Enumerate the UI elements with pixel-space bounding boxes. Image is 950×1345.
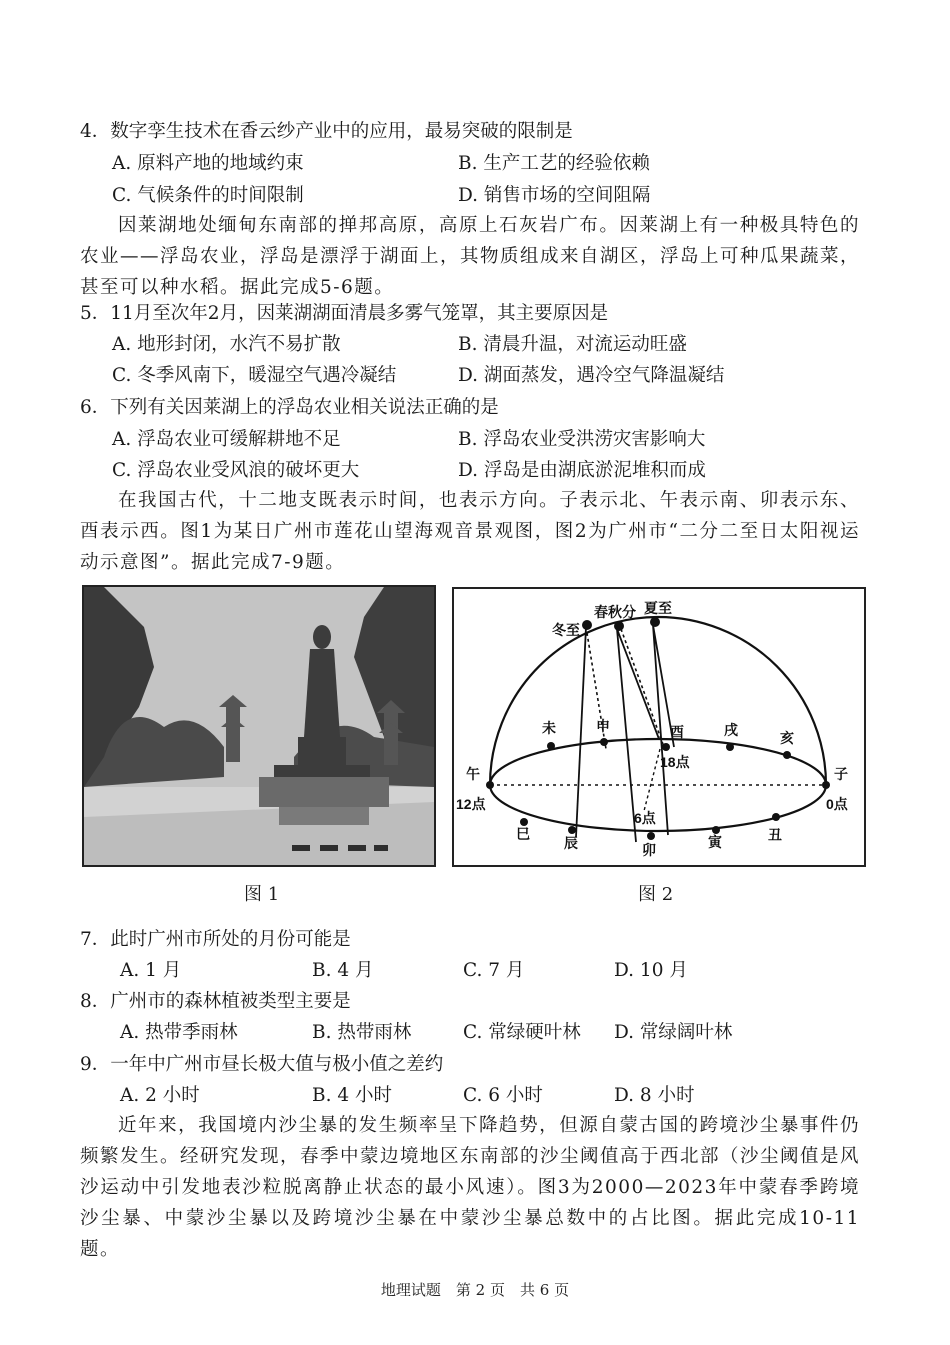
passage-dust-storms: 近年来，我国境内沙尘暴的发生频率呈下降趋势，但源自蒙古国的跨境沙尘暴事件仍频繁发生。经研究发现，春季中蒙边境地区东南部的沙尘阈值高于西北部（沙尘阈值是风沙运动中引发地表沙粒脱离静止状态的最小风速）。图3为2000—2023年中蒙春季跨境沙尘暴、中蒙沙尘暴以及跨境沙尘暴在中蒙沙尘暴总数中的占比图。据此完成10-11题。 xyxy=(80,1115,861,1260)
label-mao: 卯 xyxy=(642,842,656,858)
q6-option-c: C. 浮岛农业受风浪的破坏更大 xyxy=(112,460,360,481)
q6-option-b: B. 浮岛农业受洪涝灾害影响大 xyxy=(458,429,706,450)
q9-option-a: A. 2 小时 xyxy=(120,1085,200,1106)
label-summer-solstice: 夏至 xyxy=(644,600,672,616)
q4-option-d: D. 销售市场的空间阻隔 xyxy=(458,185,651,206)
q7-stem: 7．此时广州市所处的月份可能是 xyxy=(80,929,351,950)
q4-option-a: A. 原料产地的地域约束 xyxy=(112,153,304,174)
label-0-oclock: 0点 xyxy=(826,796,848,812)
winter-solstice-path xyxy=(576,627,586,837)
six-oclock-dash xyxy=(644,749,660,811)
label-zi: 子 xyxy=(834,766,848,782)
equinox-sun xyxy=(614,621,624,631)
label-xu: 戌 xyxy=(724,722,738,738)
figure1-guanyin-photo xyxy=(82,585,436,867)
sun-path-svg xyxy=(454,589,864,865)
q9-option-d: D. 8 小时 xyxy=(614,1085,695,1106)
q4-option-b: B. 生产工艺的经验依赖 xyxy=(458,153,650,174)
passage-inle-lake: 因莱湖地处缅甸东南部的掸邦高原，高原上石灰岩广布。因莱湖上有一种极具特色的农业——浮岛农业，浮岛是漂浮于湖面上，其物质组成来自湖区，浮岛上可种瓜果蔬菜，甚至可以种水稻。据此完成5-6题。 xyxy=(80,215,861,298)
q4-option-c: C. 气候条件的时间限制 xyxy=(112,185,304,206)
guanyin-statue-illustration xyxy=(84,587,434,865)
q9-option-c: C. 6 小时 xyxy=(463,1085,543,1106)
label-shen: 申 xyxy=(596,718,610,734)
label-si: 巳 xyxy=(516,826,530,842)
q6-option-a: A. 浮岛农业可缓解耕地不足 xyxy=(112,429,341,450)
q8-option-d: D. 常绿阔叶林 xyxy=(614,1022,733,1043)
q9-option-b: B. 4 小时 xyxy=(312,1085,393,1106)
q5-option-c: C. 冬季风南下，暖湿空气遇冷凝结 xyxy=(112,365,397,386)
q6-stem: 6．下列有关因莱湖上的浮岛农业相关说法正确的是 xyxy=(80,397,499,418)
label-wei: 未 xyxy=(542,720,556,736)
label-18-oclock: 18点 xyxy=(660,754,690,770)
q8-option-c: C. 常绿硬叶林 xyxy=(463,1022,581,1043)
label-wu: 午 xyxy=(466,766,480,782)
label-yin: 寅 xyxy=(708,834,722,850)
q5-stem: 5．11月至次年2月，因莱湖湖面清晨多雾气笼罩，其主要原因是 xyxy=(80,303,609,324)
label-6-oclock: 6点 xyxy=(634,810,656,826)
q4-stem: 4．数字孪生技术在香云纱产业中的应用，最易突破的限制是 xyxy=(80,121,573,142)
q7-option-c: C. 7 月 xyxy=(463,960,525,981)
q8-option-a: A. 热带季雨林 xyxy=(120,1022,238,1043)
q8-option-b: B. 热带雨林 xyxy=(312,1022,412,1043)
winter-solstice-sun xyxy=(582,620,592,630)
q7-option-d: D. 10 月 xyxy=(614,960,688,981)
passage-earthly-branches: 在我国古代，十二地支既表示时间，也表示方向。子表示北、午表示南、卯表示东、酉表示西。图1为某日广州市莲花山望海观音景观图，图2为广州市“二分二至日太阳视运动示意图”。据此完成7-9题。 xyxy=(80,490,860,573)
label-equinox: 春秋分 xyxy=(594,604,636,620)
q5-option-b: B. 清晨升温，对流运动旺盛 xyxy=(458,334,687,355)
q7-option-a: A. 1 月 xyxy=(120,960,182,981)
label-you: 酉 xyxy=(670,724,684,740)
q5-option-d: D. 湖面蒸发，遇冷空气降温凝结 xyxy=(458,365,725,386)
label-chen: 辰 xyxy=(564,835,578,851)
figure2-caption: 图 2 xyxy=(638,884,674,905)
label-12-oclock: 12点 xyxy=(456,796,486,812)
page-footer: 地理试题 第 2 页 共 6 页 xyxy=(380,1281,570,1299)
q5-option-a: A. 地形封闭，水汽不易扩散 xyxy=(112,334,341,355)
figure1-caption: 图 1 xyxy=(244,884,280,905)
label-winter-solstice: 冬至 xyxy=(552,622,580,638)
q7-option-b: B. 4 月 xyxy=(312,960,374,981)
label-hai: 亥 xyxy=(780,730,794,746)
label-chou: 丑 xyxy=(768,827,782,843)
summer-solstice-sun xyxy=(650,617,660,627)
q6-option-d: D. 浮岛是由湖底淤泥堆积而成 xyxy=(458,460,706,481)
figure2-sun-path-diagram xyxy=(452,587,866,867)
q8-stem: 8．广州市的森林植被类型主要是 xyxy=(80,991,351,1012)
q9-stem: 9．一年中广州市昼长极大值与极小值之差约 xyxy=(80,1054,444,1075)
